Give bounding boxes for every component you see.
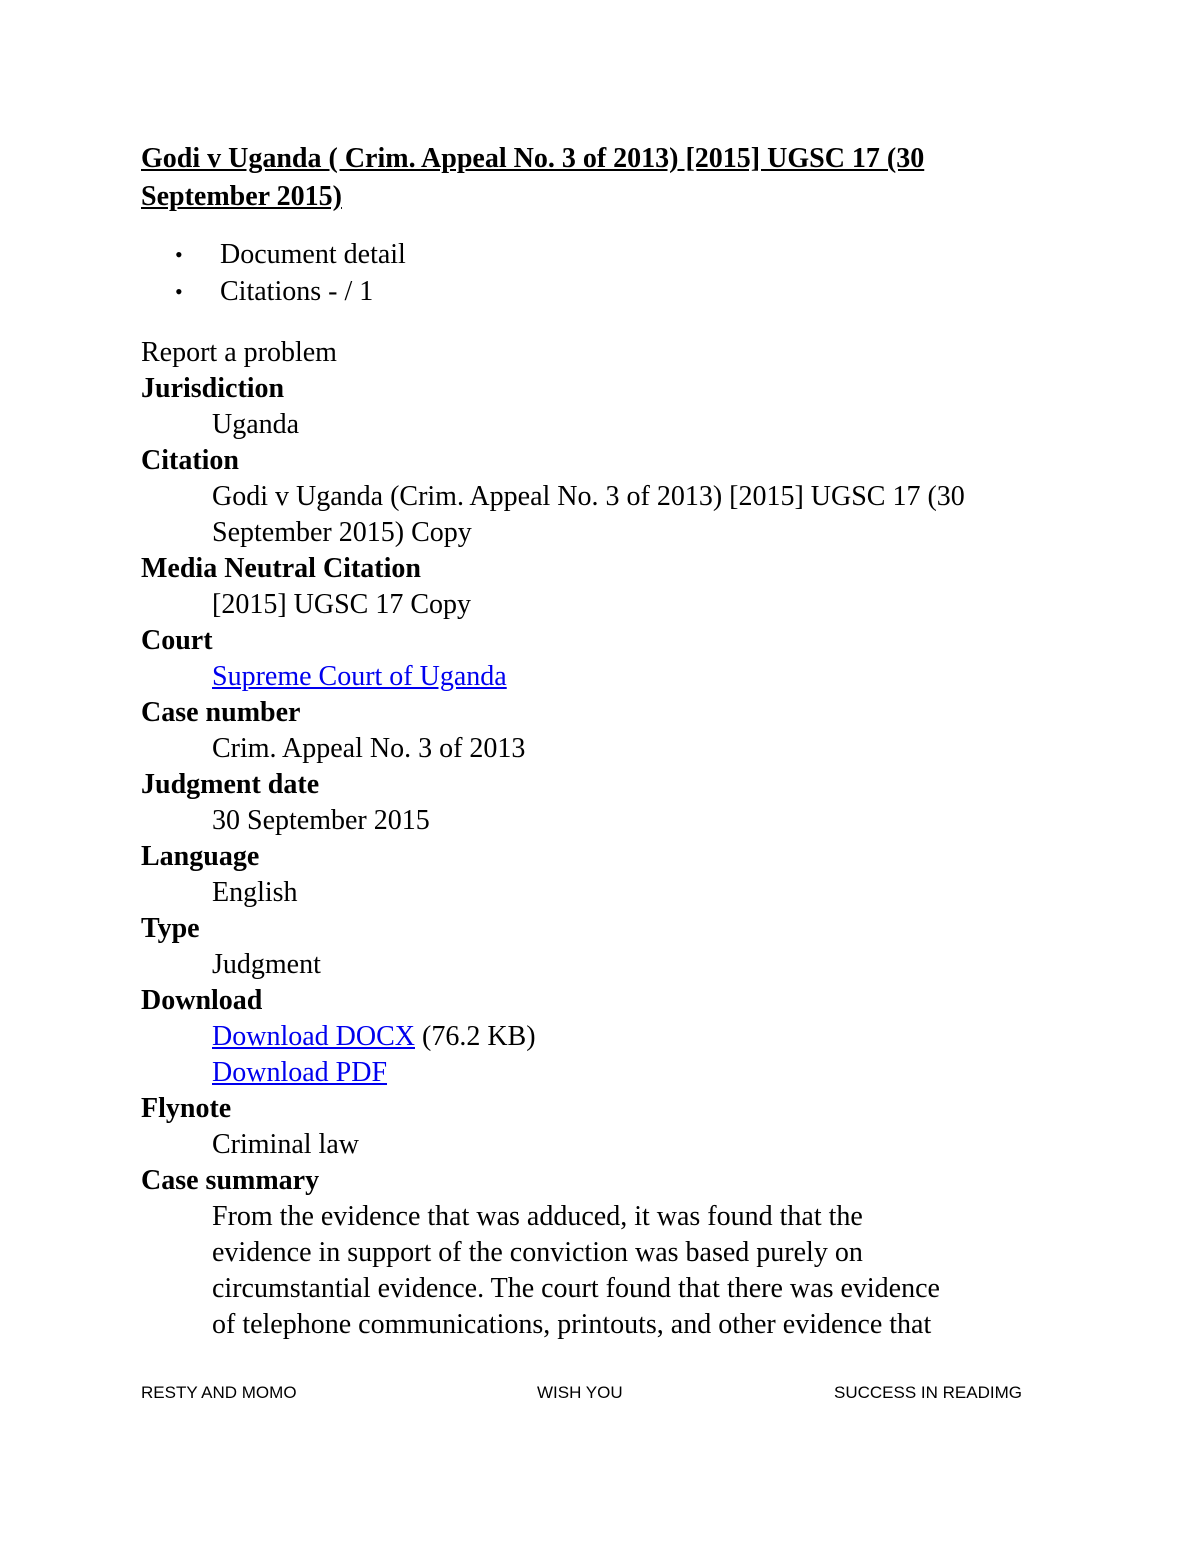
flynote-value: Criminal law bbox=[212, 1129, 359, 1160]
language-label: Language bbox=[141, 841, 260, 872]
flynote-label: Flynote bbox=[141, 1093, 232, 1124]
document-page bbox=[141, 140, 1041, 1343]
docx-file-size: (76.2 KB) bbox=[422, 1021, 536, 1052]
report-problem-link[interactable]: Report a problem bbox=[141, 337, 337, 368]
page-title: Godi v Uganda ( Crim. Appeal No. 3 of 2013) [2015] UGSC 17 (30 September 2015) bbox=[141, 143, 925, 212]
judgment-date-label: Judgment date bbox=[141, 769, 320, 800]
case-summary-line: circumstantial evidence. The court found that there was evidence bbox=[212, 1273, 940, 1304]
type-value: Judgment bbox=[212, 949, 321, 980]
tab-document-detail[interactable] bbox=[141, 236, 1041, 273]
case-number-label: Case number bbox=[141, 697, 301, 728]
citation-value: Godi v Uganda (Crim. Appeal No. 3 of 2013) [2015] UGSC 17 (30 September 2015) Copy bbox=[212, 481, 965, 548]
jurisdiction-label: Jurisdiction bbox=[141, 373, 285, 404]
media-neutral-citation-value: [2015] UGSC 17 Copy bbox=[212, 589, 472, 620]
media-neutral-citation-label: Media Neutral Citation bbox=[141, 553, 421, 584]
download-label: Download bbox=[141, 985, 263, 1016]
case-summary-line: From the evidence that was adduced, it was found that the bbox=[212, 1201, 863, 1232]
document-tabs bbox=[141, 236, 1041, 310]
download-pdf-link[interactable]: Download PDF bbox=[212, 1057, 388, 1088]
citation-label: Citation bbox=[141, 445, 239, 476]
footer-center-text: WISH YOU bbox=[537, 1383, 623, 1402]
bullet-icon: • bbox=[175, 279, 183, 304]
case-summary-line: evidence in support of the conviction was based purely on bbox=[212, 1237, 863, 1268]
download-pdf-row bbox=[212, 1055, 1041, 1091]
tab-citations[interactable] bbox=[141, 273, 1041, 310]
court-label: Court bbox=[141, 625, 213, 656]
case-summary-line: of telephone communications, printouts, and other evidence that bbox=[212, 1309, 932, 1340]
case-summary-label: Case summary bbox=[141, 1165, 320, 1196]
bullet-icon: • bbox=[175, 242, 183, 267]
document-metadata bbox=[141, 371, 1041, 1343]
download-docx-row bbox=[212, 1019, 1041, 1055]
jurisdiction-value: Uganda bbox=[212, 409, 300, 440]
type-label: Type bbox=[141, 913, 200, 944]
footer-right-text: SUCCESS IN READIMG bbox=[834, 1383, 1022, 1402]
language-value: English bbox=[212, 877, 298, 908]
tab-label: Citations - / 1 bbox=[220, 276, 374, 307]
case-number-value: Crim. Appeal No. 3 of 2013 bbox=[212, 733, 526, 764]
footer-left-text: RESTY AND MOMO bbox=[141, 1383, 297, 1402]
tab-label: Document detail bbox=[220, 239, 406, 270]
court-value bbox=[212, 659, 1041, 695]
court-link[interactable]: Supreme Court of Uganda bbox=[212, 661, 507, 692]
download-docx-link[interactable]: Download DOCX bbox=[212, 1021, 415, 1052]
judgment-date-value: 30 September 2015 bbox=[212, 805, 430, 836]
